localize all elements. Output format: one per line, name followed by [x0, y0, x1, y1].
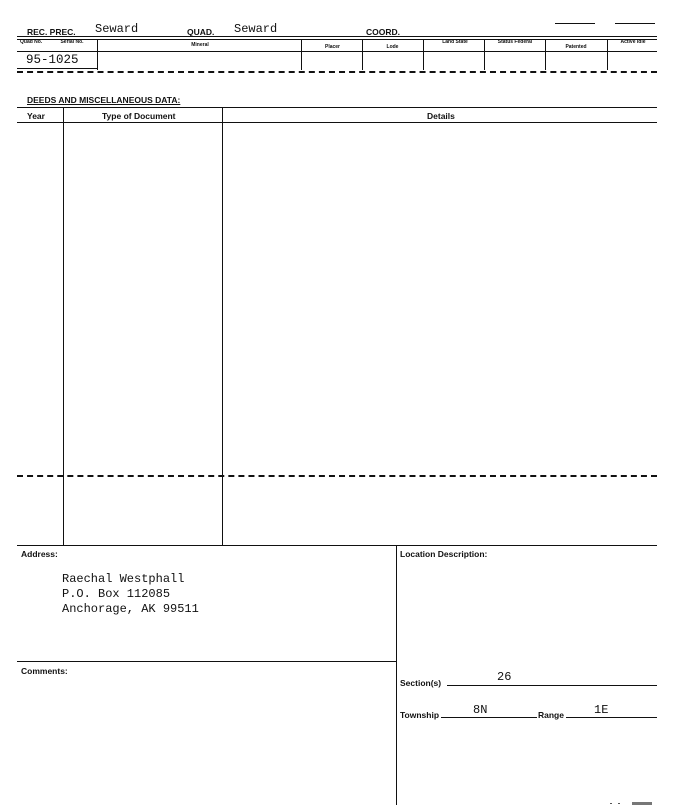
bottom-col-divider — [396, 545, 397, 805]
quad-serial-value: 95-1025 — [26, 53, 79, 67]
deeds-rule-top — [17, 107, 657, 108]
col-divider — [362, 39, 363, 70]
address-line-1: Raechal Westphall — [62, 572, 185, 586]
col-active-idle: Active Idle — [620, 39, 646, 45]
coord-label: COORD. — [366, 27, 400, 37]
quad-label: QUAD. — [187, 27, 215, 37]
col-quad-no: Quad No. — [20, 39, 43, 45]
col-patented: Patented — [565, 44, 587, 50]
scan-artifact — [610, 793, 656, 798]
rec-prec-value: Seward — [95, 22, 139, 36]
address-line-3: Anchorage, AK 99511 — [62, 602, 199, 616]
bottom-section-rule — [17, 545, 657, 546]
deeds-col-divider-2 — [222, 108, 223, 545]
range-label: Range — [538, 710, 564, 720]
deeds-section-title: DEEDS AND MISCELLANEOUS DATA: — [27, 95, 181, 105]
col-land-state: Land State — [442, 39, 468, 45]
col-divider — [607, 39, 608, 70]
range-value: 1E — [594, 703, 609, 717]
coord-blank-line — [555, 23, 595, 24]
record-dashed-rule — [17, 71, 657, 73]
rec-prec-label: REC. PREC. — [27, 27, 76, 37]
quad-value: Seward — [234, 22, 278, 36]
col-divider — [484, 39, 485, 70]
col-divider — [423, 39, 424, 70]
township-label: Township — [400, 710, 440, 720]
col-mineral: Mineral — [191, 42, 209, 48]
record-underline — [17, 68, 97, 69]
comments-label: Comments: — [21, 666, 68, 676]
header-rule-bottom — [17, 39, 657, 40]
col-lode: Lode — [386, 44, 399, 50]
coord-blank-line-2 — [615, 23, 655, 24]
comments-rule — [17, 661, 397, 662]
col-placer: Placer — [324, 44, 340, 50]
col-serial-no: Serial No. — [60, 39, 84, 45]
address-label: Address: — [21, 549, 58, 559]
column-header-rule — [17, 51, 657, 52]
col-divider — [545, 39, 546, 70]
deeds-col-divider-1 — [63, 108, 64, 545]
col-divider — [301, 39, 302, 70]
col-type-of-document: Type of Document — [102, 111, 176, 121]
col-details: Details — [427, 111, 455, 121]
col-year: Year — [27, 111, 45, 121]
township-line — [441, 717, 537, 718]
range-line — [566, 717, 657, 718]
township-value: 8N — [473, 703, 488, 717]
location-description-label: Location Description: — [400, 549, 488, 559]
deeds-dashed-rule — [17, 475, 657, 477]
section-value: 26 — [497, 670, 512, 684]
section-line — [447, 685, 657, 686]
address-line-2: P.O. Box 112085 — [62, 587, 171, 601]
section-label: Section(s) — [400, 678, 442, 688]
deeds-rule-bottom — [17, 122, 657, 123]
header-rule-top — [17, 36, 657, 37]
col-status-federal: Status Federal — [497, 39, 533, 45]
col-divider — [97, 39, 98, 70]
